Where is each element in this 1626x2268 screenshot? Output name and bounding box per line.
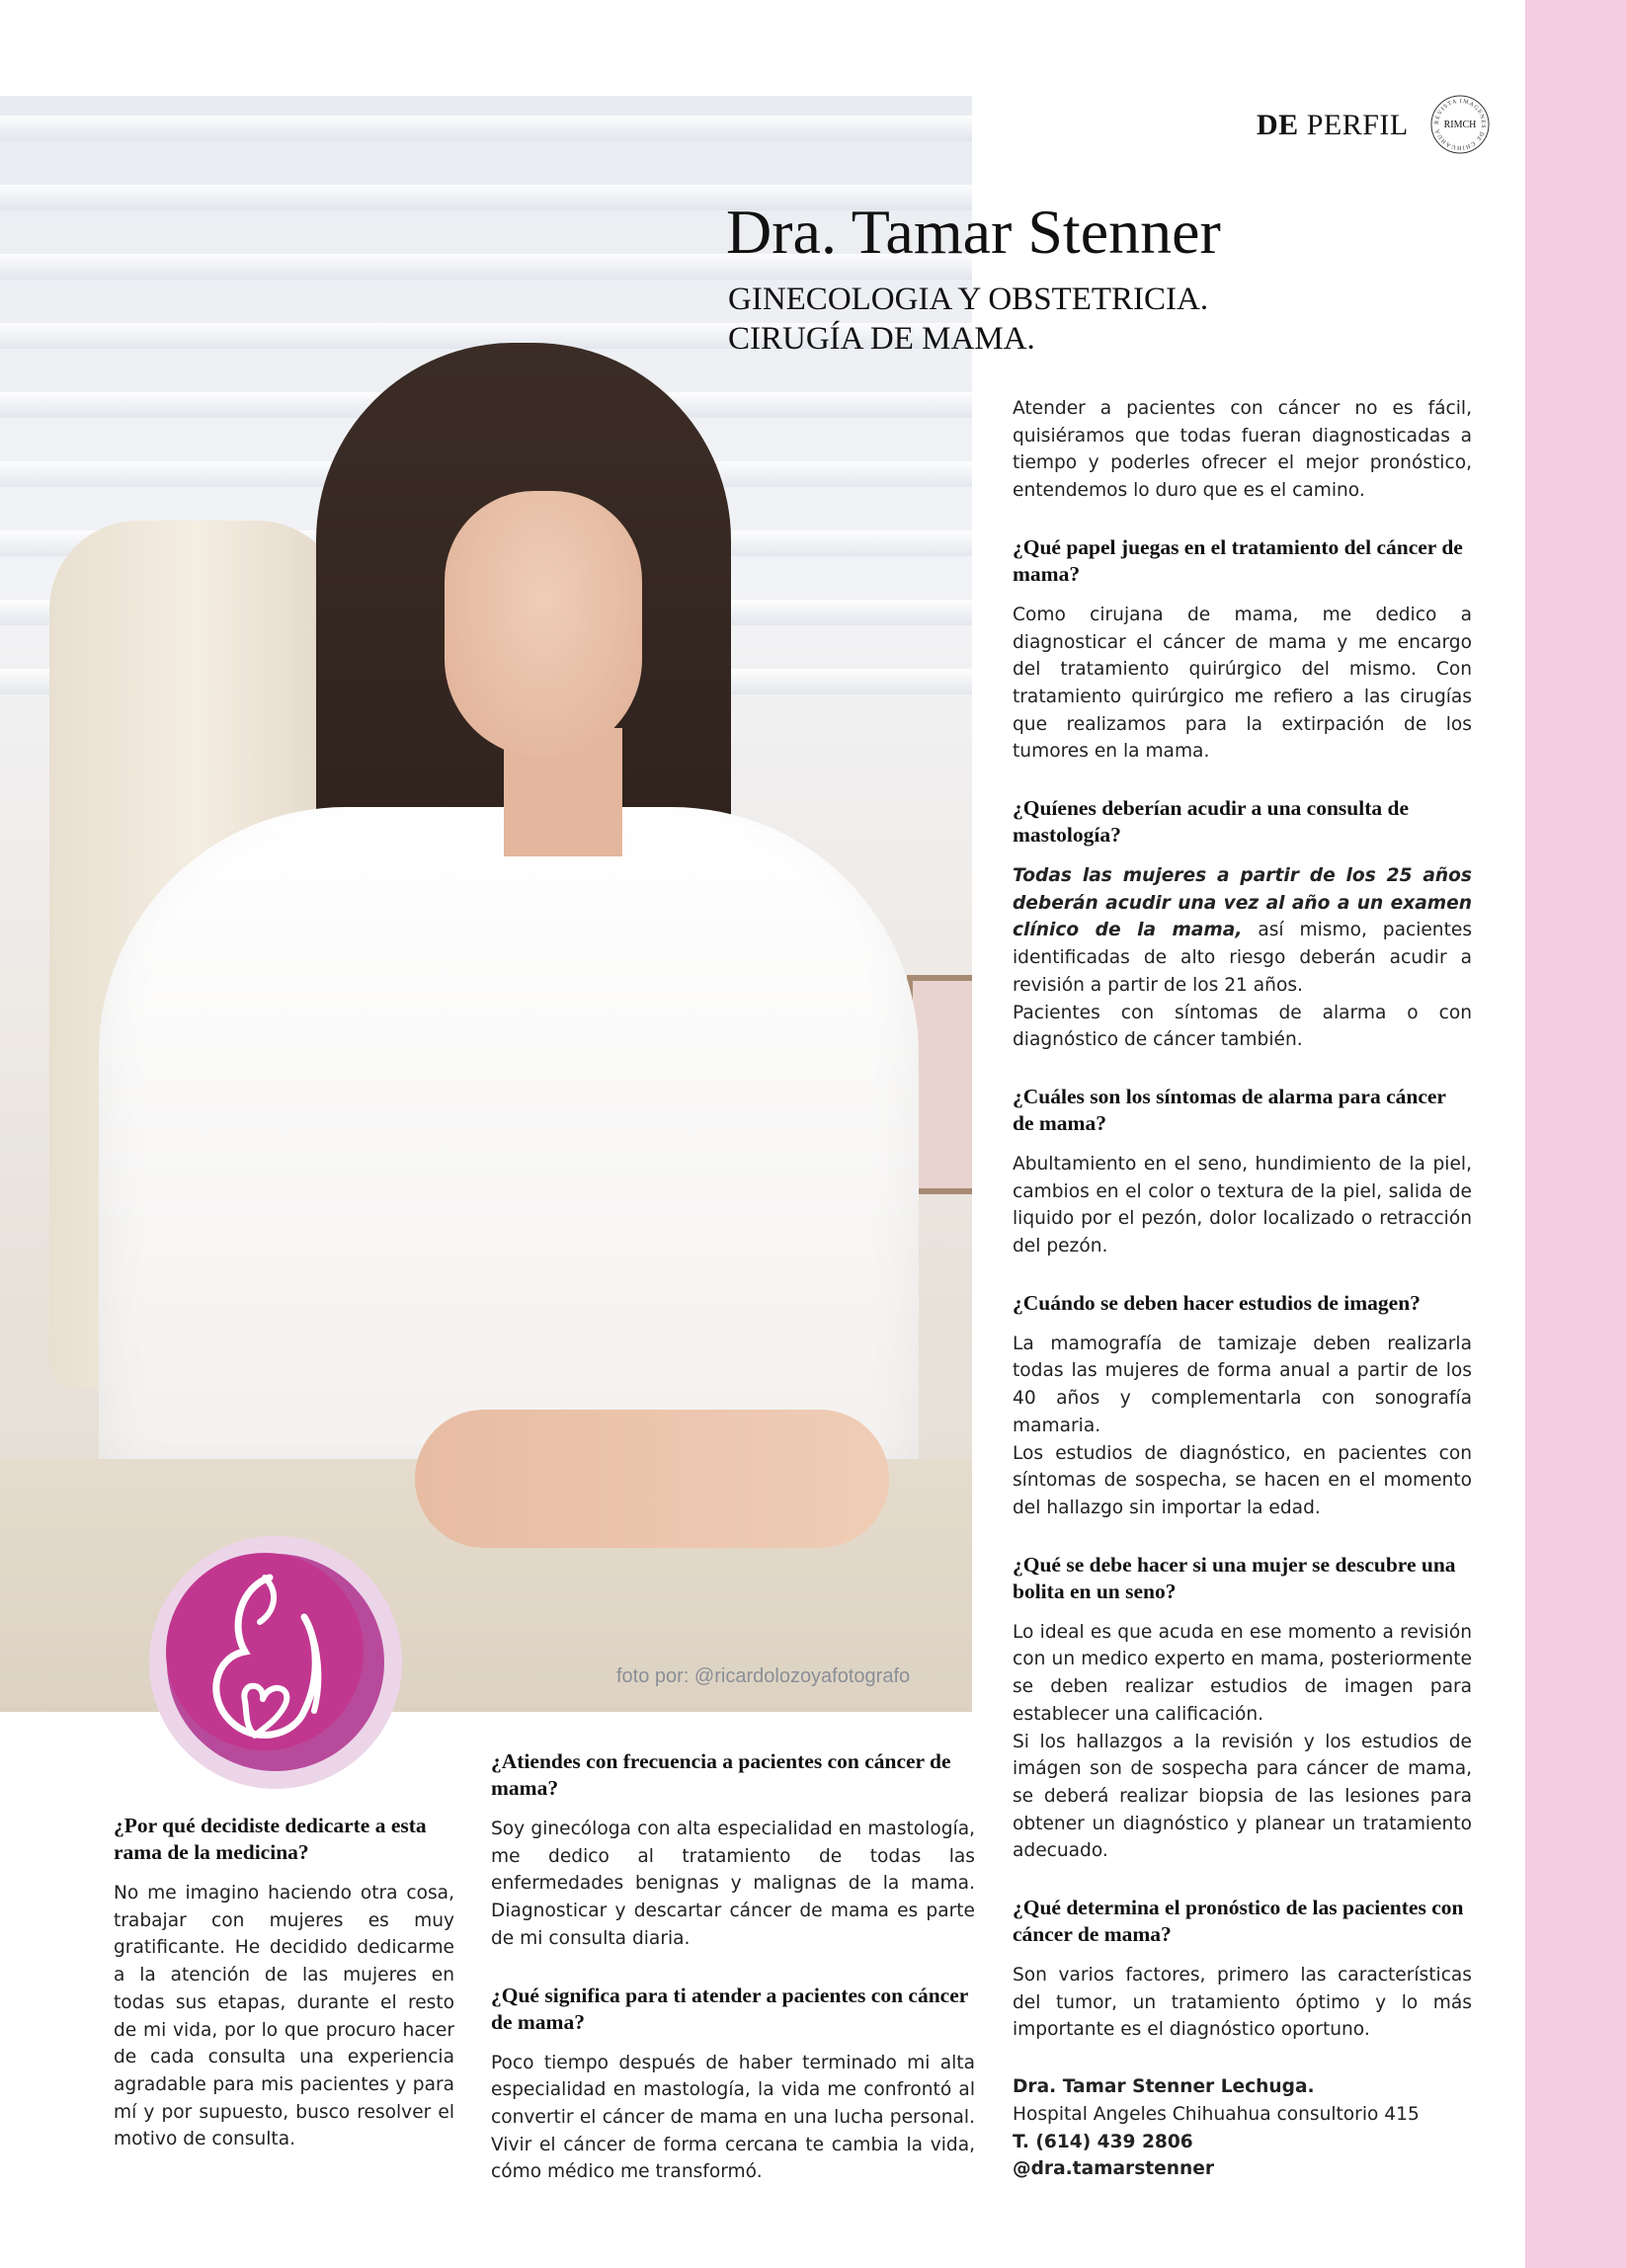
question: ¿Por qué decidiste dedicarte a esta rama de la medicina? bbox=[114, 1814, 427, 1864]
question: ¿Qué significa para ti atender a pacientes con cáncer de mama? bbox=[491, 1983, 968, 2034]
contact-name: Dra. Tamar Stenner Lechuga. bbox=[1013, 2076, 1315, 2098]
question: ¿Quíenes deberían acudir a una consulta de mastología? bbox=[1013, 796, 1409, 848]
answer: Pacientes con síntomas de alarma o con diagnóstico de cáncer también. bbox=[1013, 1002, 1472, 1051]
answer: Son varios factores, primero las características del tumor, un tratamiento óptimo y lo más importante es el diagnóstico oportuno. bbox=[1013, 1965, 1472, 2041]
section-label-rest: PERFIL bbox=[1306, 109, 1409, 141]
answer: Si los hallazgos a la revisión y los estudios de imágen son de sospecha para cáncer de mama, se deberá realizar biopsia de las lesiones para obtener un diagnóstico y planear un tratamiento adecuado. bbox=[1013, 1731, 1472, 1862]
answer: No me imagino haciendo otra cosa, trabajar con mujeres es muy gratificante. He decidido dedicarme a la atención de las mujeres en todas sus etapas, durante el resto de mi vida, por lo que procuro hacer de cada consulta una experiencia agradable para mis pacientes y para mí y por supuesto, busco resolver el motivo de consulta. bbox=[114, 1883, 454, 2150]
answer: Como cirujana de mama, me dedico a diagnosticar el cáncer de mama y me encargo del tratamiento quirúrgico del mismo. Con tratamiento quirúrgico me refiero a las cirugías que realizamos para la extirpación de los tumores en la mama. bbox=[1013, 604, 1472, 763]
contact-block bbox=[1013, 2073, 1472, 2183]
contact-phone: T. (614) 439 2806 bbox=[1013, 2131, 1193, 2152]
question: ¿Qué determina el pronóstico de las pacientes con cáncer de mama? bbox=[1013, 1896, 1464, 1947]
window-blind-slat bbox=[0, 116, 972, 141]
left-column bbox=[114, 1813, 454, 2183]
seal-ring-text: REVISTA IMAGENES DE CHIHUAHUA bbox=[1433, 98, 1487, 151]
answer: Soy ginecóloga con alta especialidad en mastología, me dedico al tratamiento de todas las enfermedades benignas y malignas de la mama. Diagnosticar y descartar cáncer de mama es parte de mi consulta diaria. bbox=[491, 1819, 975, 1949]
question: ¿Cuáles son los síntomas de alarma para cáncer de mama? bbox=[1013, 1084, 1446, 1135]
answer bbox=[1013, 862, 1472, 1000]
page-subtitle bbox=[728, 280, 1208, 359]
subject-hands bbox=[415, 1410, 889, 1548]
section-label-bold: DE bbox=[1257, 109, 1299, 141]
question: ¿Qué se debe hacer si una mujer se descubre una bolita en un seno? bbox=[1013, 1552, 1456, 1603]
subtitle-line: CIRUGÍA DE MAMA. bbox=[728, 321, 1035, 357]
answer: La mamografía de tamizaje deben realizarla todas las mujeres de forma anual a partir de los 40 años y complementarla con sonografía mamaria. bbox=[1013, 1333, 1472, 1436]
page-title: Dra. Tamar Stenner bbox=[726, 197, 1221, 267]
contact-handle[interactable]: @dra.tamarstenner bbox=[1013, 2158, 1215, 2180]
pink-side-strip bbox=[1525, 0, 1626, 2268]
answer: Poco tiempo después de haber terminado mi alta especialidad en mastología, la vida me confrontó al convertir el cáncer de mama en una lucha personal. Vivir el cáncer de forma cercana te cambia la vida, cómo médico me transformó. bbox=[491, 2052, 975, 2183]
magazine-seal-icon bbox=[1429, 94, 1491, 155]
intro-paragraph: Atender a pacientes con cáncer no es fácil, quisiéramos que todas fueran diagnosticadas a tiempo y poderles ofrecer el mejor pronóstico, entendemos lo duro que es el camino. bbox=[1013, 398, 1472, 502]
question: ¿Qué papel juegas en el tratamiento del cáncer de mama? bbox=[1013, 534, 1463, 586]
middle-column bbox=[491, 1748, 975, 2216]
answer-emphasis: Todas las mujeres a partir de los 25 años deberán acudir una vez al año a un examen clínico de la mama, bbox=[1013, 865, 1472, 941]
answer: Los estudios de diagnóstico, en pacientes con síntomas de sospecha, se hacen en el momento del hallazgo sin importar la edad. bbox=[1013, 1442, 1472, 1518]
photo-credit: foto por: @ricardolozoyafotografo bbox=[616, 1665, 911, 1687]
answer: Abultamiento en el seno, hundimiento de la piel, cambios en el color o textura de la piel, salida de liquido por el pezón, dolor localizado o retracción del pezón. bbox=[1013, 1153, 1472, 1257]
answer-text: así mismo, pacientes identificadas de alto riesgo deberán acudir a revisión a partir de los 21 años. bbox=[1013, 920, 1472, 996]
answer: Lo ideal es que acuda en ese momento a revisión con un medico experto en mama, posteriormente se deben realizar estudios de imagen para establecer una calificación. bbox=[1013, 1621, 1472, 1725]
right-column bbox=[1013, 395, 1472, 2183]
seal-text: RIMCH bbox=[1443, 120, 1477, 130]
subtitle-line: GINECOLOGIA Y OBSTETRICIA. bbox=[728, 282, 1209, 317]
subject-face bbox=[445, 491, 642, 758]
question: ¿Cuándo se deben hacer estudios de imagen? bbox=[1013, 1290, 1421, 1315]
section-label bbox=[1257, 109, 1409, 142]
question: ¿Atiendes con frecuencia a pacientes con cáncer de mama? bbox=[491, 1749, 951, 1800]
clinic-logo-icon bbox=[146, 1533, 405, 1792]
contact-hospital: Hospital Angeles Chihuahua consultorio 415 bbox=[1013, 2103, 1420, 2125]
